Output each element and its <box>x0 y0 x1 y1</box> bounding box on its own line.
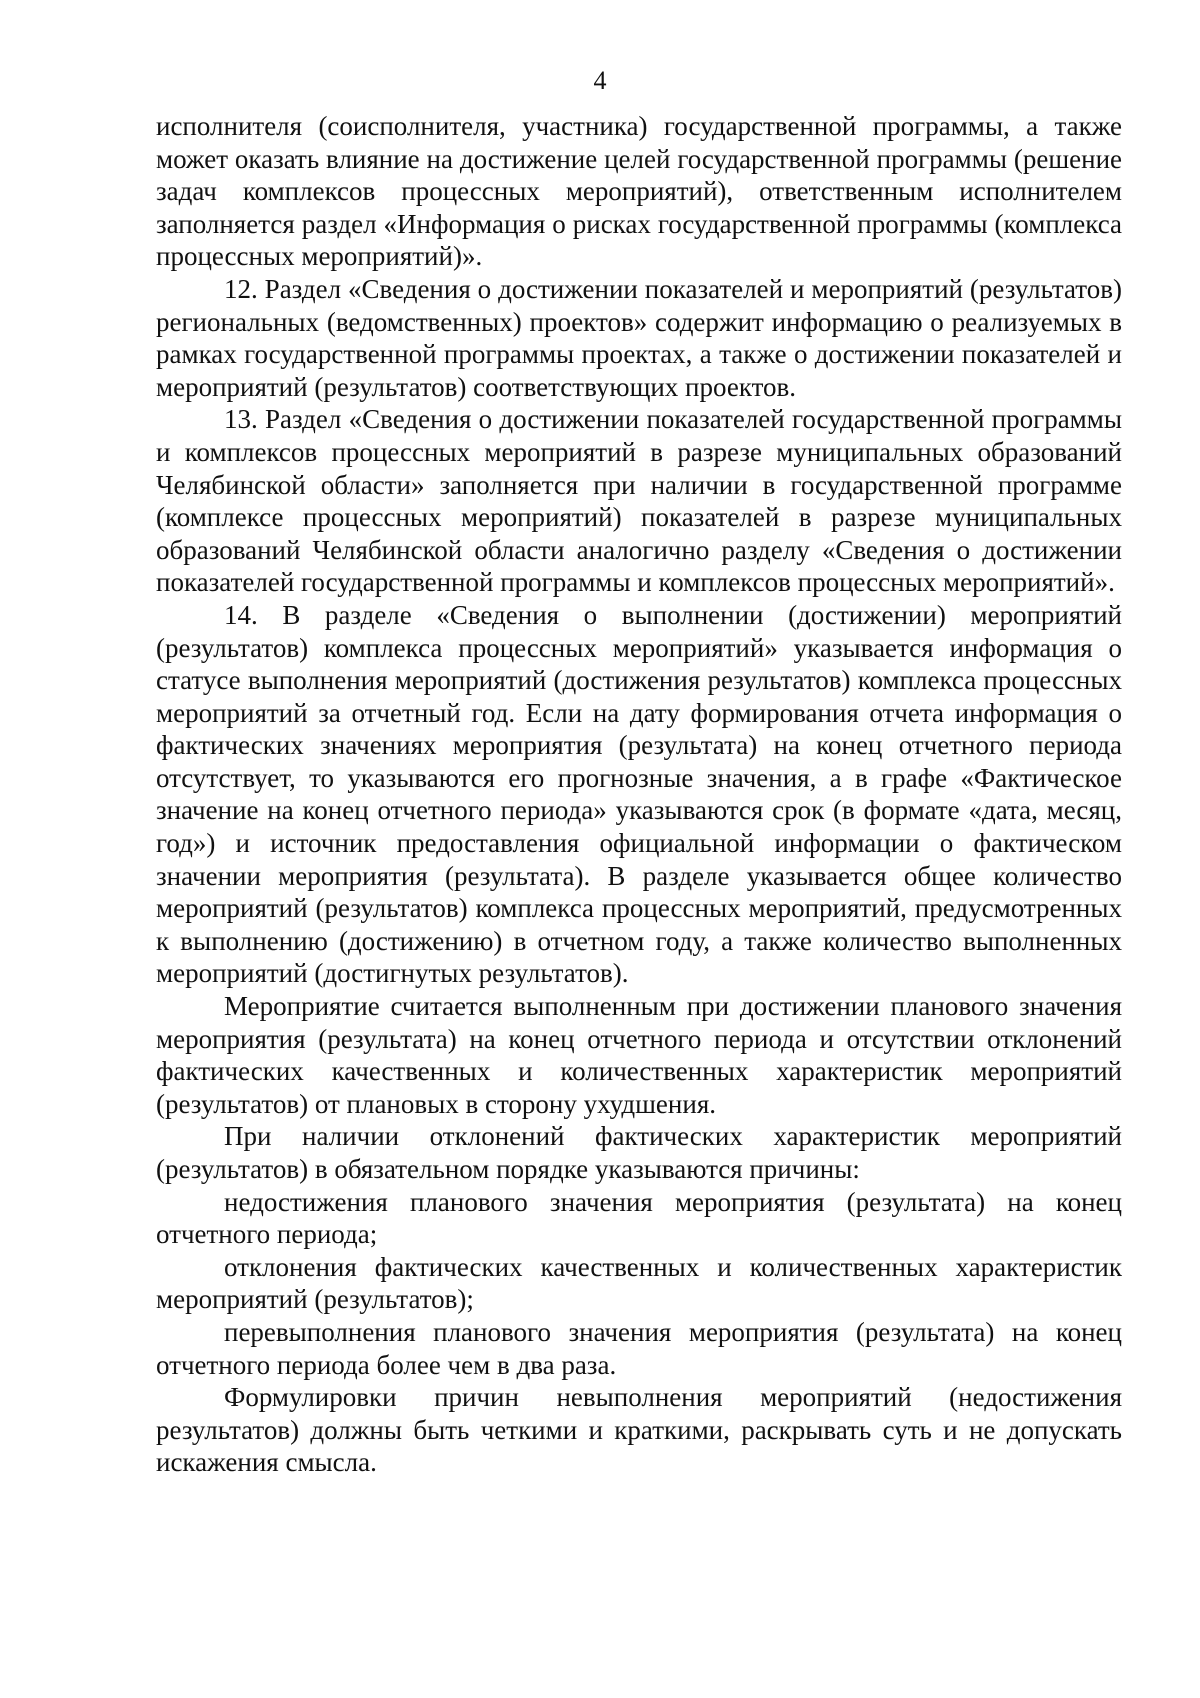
page-number: 4 <box>593 66 607 95</box>
paragraph-continuation: исполнителя (соисполнителя, участника) государственной программы, а также может оказать влияние на достижение целей государственной программы (решение задач комплексов процессных мероприятий), ответственным исполнителем заполняется раздел «Информация о рисках государственной программы (комплекса процессных мероприятий)». <box>156 111 1122 272</box>
paragraph-wording-requirements: Формулировки причин невыполнения мероприятий (недостижения результатов) должны быть четкими и краткими, раскрывать суть и не допускать искажения смысла. <box>156 1382 1122 1478</box>
reason-item-deviation: отклонения фактических качественных и количественных характеристик мероприятий (результатов); <box>156 1251 1122 1315</box>
reason-item-overachievement: перевыполнения планового значения мероприятия (результата) на конец отчетного периода более чем в два раза. <box>156 1316 1122 1380</box>
document-body <box>156 110 1122 1479</box>
paragraph-deviation-reasons: При наличии отклонений фактических характеристик мероприятий (результатов) в обязательном порядке указываются причины: <box>156 1121 1122 1184</box>
paragraph-completion-criteria: Мероприятие считается выполненным при достижении планового значения мероприятия (результата) на конец отчетного периода и отсутствии отклонений фактических качественных и количественных характеристик мероприятий (результатов) от плановых в сторону ухудшения. <box>156 991 1122 1119</box>
paragraph-item-12: 12. Раздел «Сведения о достижении показателей и мероприятий (результатов) региональных (ведомственных) проектов» содержит информацию о реализуемых в рамках государственной программы проектах, а также о достижении показателей и мероприятий (результатов) соответствующих проектов. <box>156 273 1122 402</box>
paragraph-item-14: 14. В разделе «Сведения о выполнении (достижении) мероприятий (результатов) комплекса процессных мероприятий» указывается информация о статусе выполнения мероприятий (достижения результатов) комплекса процессных мероприятий за отчетный год. Если на дату формирования отчета информация о фактических значениях мероприятия (результата) на конец отчетного периода отсутствует, то указываются его прогнозные значения, а в графе «Фактическое значение на конец отчетного периода» указываются срок (в формате «дата, месяц, год») и источник предоставления официальной информации о фактическом значении мероприятия (результата). В разделе указывается общее количество мероприятий (результатов) комплекса процессных мероприятий, предусмотренных к выполнению (достижению) в отчетном году, а также количество выполненных мероприятий (достигнутых результатов). <box>156 599 1122 989</box>
reason-item-underachievement: недостижения планового значения мероприятия (результата) на конец отчетного периода; <box>156 1186 1122 1250</box>
paragraph-item-13: 13. Раздел «Сведения о достижении показателей государственной программы и комплексов процессных мероприятий в разрезе муниципальных образований Челябинской области» заполняется при наличии в государственной программе (комплексе процессных мероприятий) показателей в разрезе муниципальных образований Челябинской области аналогично разделу «Сведения о достижении показателей государственной программы и комплексов процессных мероприятий». <box>156 404 1122 598</box>
